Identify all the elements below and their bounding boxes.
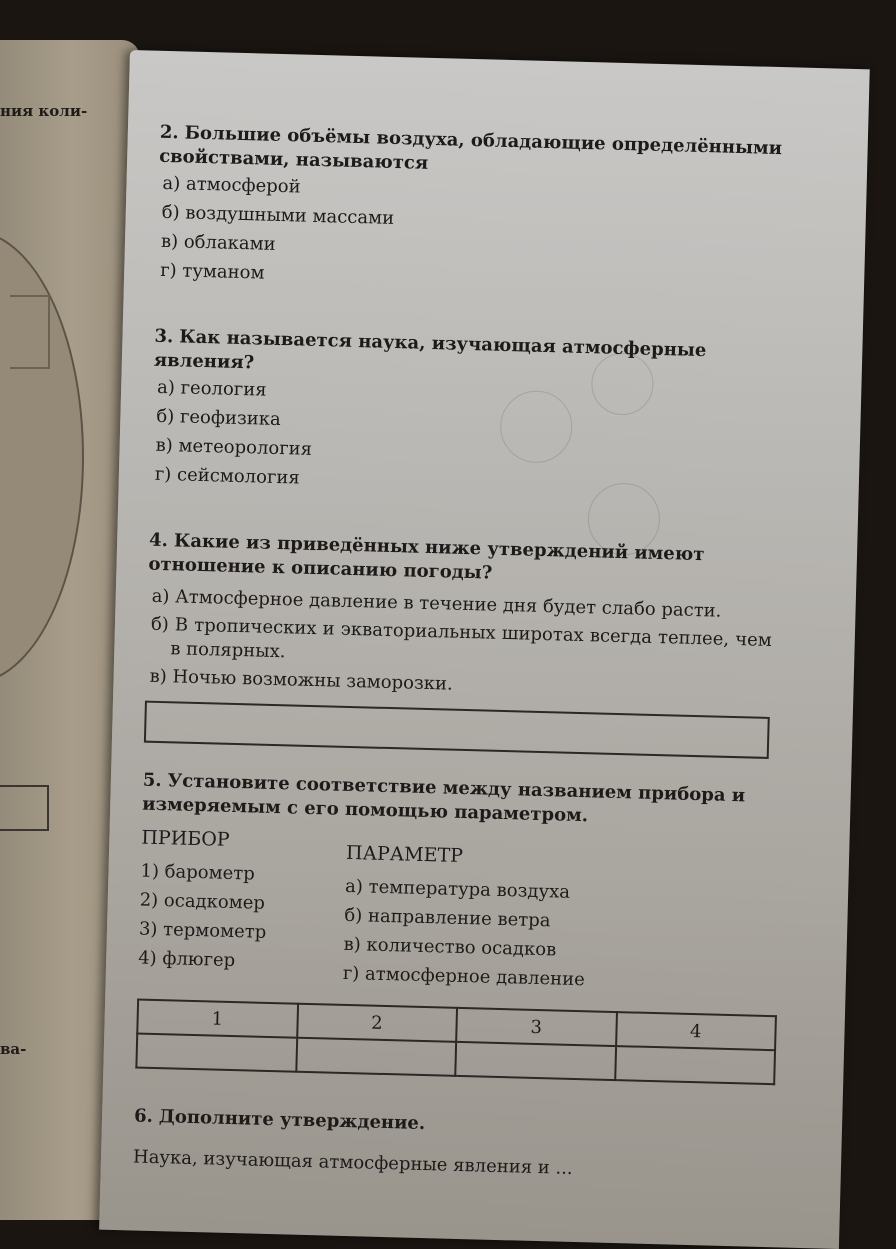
worksheet-page bbox=[99, 50, 870, 1249]
option-c[interactable]: в) облаками bbox=[160, 230, 276, 255]
parameter-item: в) количество осадков bbox=[343, 933, 557, 961]
question-number: 4. bbox=[148, 529, 169, 552]
answer-table bbox=[135, 999, 777, 1086]
question-3 bbox=[151, 325, 780, 505]
statement-text: Наука, изучающая атмосферные явления и ... bbox=[132, 1146, 573, 1179]
question-title: Как называется наука, изучающая атмосферные явления? bbox=[153, 326, 707, 374]
option-a[interactable]: а) атмосферой bbox=[162, 172, 301, 198]
instrument-column bbox=[138, 827, 342, 978]
question-number: 2. bbox=[159, 121, 179, 144]
question-4 bbox=[144, 529, 774, 759]
option-d[interactable]: г) туманом bbox=[159, 259, 265, 284]
parameter-column bbox=[343, 842, 687, 997]
answer-cell[interactable] bbox=[296, 1038, 456, 1076]
option-b[interactable]: б) геофизика bbox=[156, 405, 282, 431]
parameter-item: б) направление ветра bbox=[344, 904, 551, 932]
answer-cell[interactable] bbox=[615, 1046, 775, 1084]
table-header-cell: 1 bbox=[137, 1000, 297, 1038]
answer-cell[interactable] bbox=[455, 1042, 615, 1080]
question-number: 3. bbox=[154, 325, 174, 348]
left-page-fragment-top: ния коли- bbox=[0, 102, 88, 120]
option-a[interactable]: а) геология bbox=[156, 376, 267, 401]
question-number: 5. bbox=[142, 769, 162, 792]
answer-box[interactable] bbox=[144, 701, 770, 759]
parameter-item: г) атмосферное давление bbox=[342, 962, 586, 991]
question-number: 6. bbox=[133, 1105, 154, 1127]
table-header-cell: 2 bbox=[297, 1004, 457, 1042]
instrument-header: ПРИБОР bbox=[141, 826, 230, 851]
option-a[interactable]: а) Атмосферное давление в течение дня будет слабо расти. bbox=[151, 585, 722, 622]
option-b[interactable]: б) В тропических и экваториальных широтах всегда теплее, чем в полярных. bbox=[150, 613, 773, 663]
option-d[interactable]: г) сейсмология bbox=[154, 463, 301, 489]
option-c[interactable]: в) метеорология bbox=[155, 434, 313, 460]
question-2 bbox=[156, 121, 785, 301]
left-page-fragment-bottom: ва- bbox=[0, 1040, 27, 1058]
matching-columns bbox=[137, 827, 766, 1003]
question-title: Установите соответствие между названием прибора и измеряемым с его помощью параметром. bbox=[141, 770, 746, 827]
instrument-item: 2) осадкомер bbox=[139, 889, 266, 914]
option-b[interactable]: б) воздушными массами bbox=[161, 201, 395, 229]
option-c[interactable]: в) Ночью возможны заморозки. bbox=[149, 665, 454, 695]
table-header-cell: 4 bbox=[616, 1012, 776, 1050]
question-title: Какие из приведённых ниже утверждений имеют отношение к описанию погоды? bbox=[148, 530, 705, 584]
question-title: Дополните утверждение. bbox=[158, 1106, 426, 1135]
answer-cell[interactable] bbox=[136, 1034, 296, 1072]
table-header-cell: 3 bbox=[456, 1008, 616, 1046]
instrument-item: 3) термометр bbox=[138, 918, 267, 943]
parameter-item: а) температура воздуха bbox=[344, 875, 571, 903]
questions bbox=[133, 121, 785, 1184]
left-page-frame bbox=[10, 295, 50, 369]
parameter-header: ПАРАМЕТР bbox=[345, 841, 464, 867]
instrument-item: 4) флюгер bbox=[137, 947, 236, 972]
instrument-item: 1) барометр bbox=[140, 860, 256, 885]
question-6 bbox=[133, 1104, 759, 1183]
question-5 bbox=[135, 769, 768, 1085]
question-title: Большие объёмы воздуха, обладающие определёнными свойствами, называются bbox=[158, 122, 783, 174]
left-page-answer-box bbox=[0, 785, 49, 831]
